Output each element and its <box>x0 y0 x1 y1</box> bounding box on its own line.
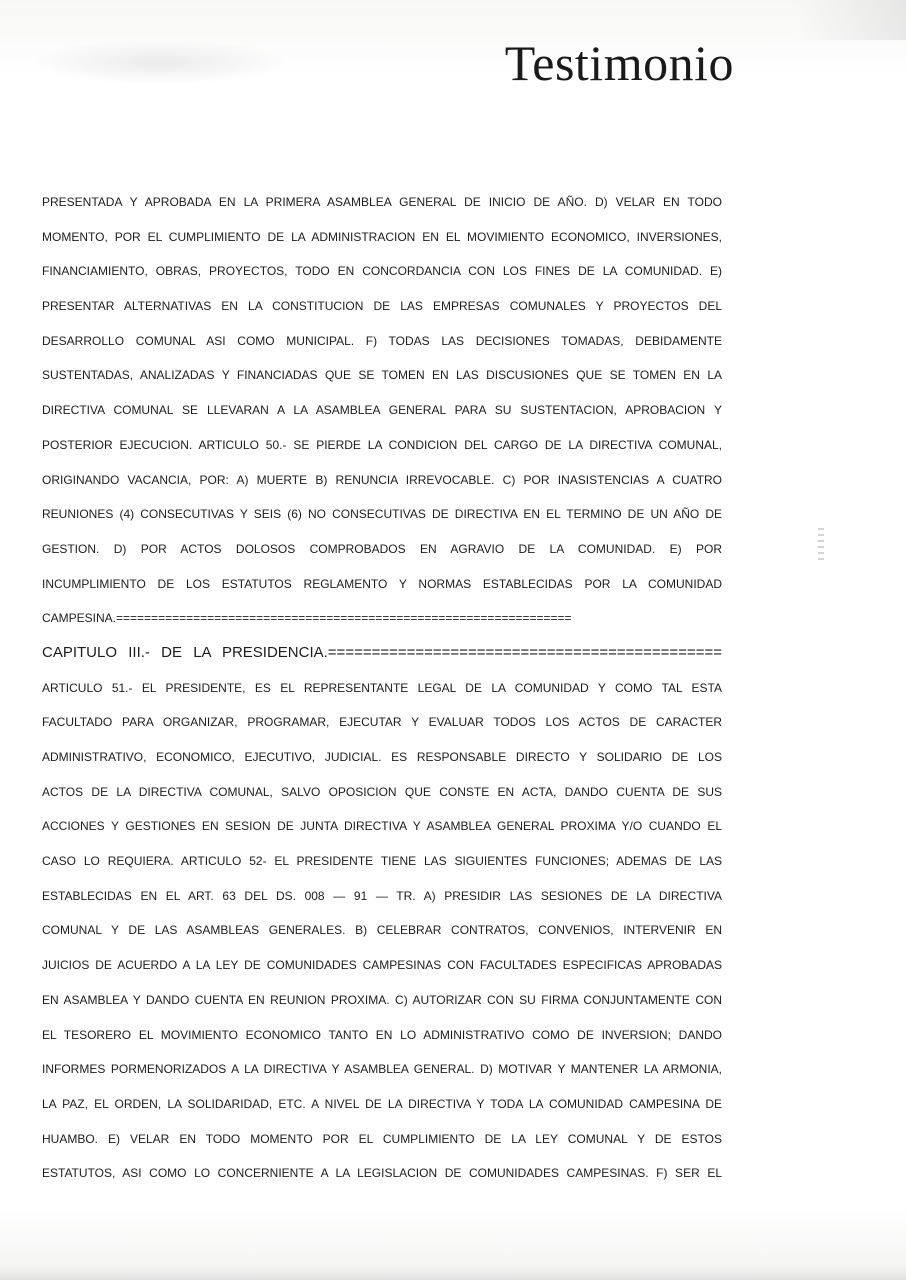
text-line: GESTION. D) POR ACTOS DOLOSOS COMPROBADOS EN AGRAVIO DE LA COMUNIDAD. E) POR <box>42 541 722 556</box>
text-line: LA PAZ, EL ORDEN, LA SOLIDARIDAD, ETC. A NIVEL DE LA DIRECTIVA Y TODA LA COMUNIDAD CAMPESINA DE <box>42 1096 722 1111</box>
text-line: POSTERIOR EJECUCION. ARTICULO 50.- SE PIERDE LA CONDICION DEL CARGO DE LA DIRECTIVA COMUNAL, <box>42 437 722 452</box>
text-line: COMUNAL Y DE LAS ASAMBLEAS GENERALES. B) CELEBRAR CONTRATOS, CONVENIOS, INTERVENIR EN <box>42 923 722 938</box>
text-line: ARTICULO 51.- EL PRESIDENTE, ES EL REPRESENTANTE LEGAL DE LA COMUNIDAD Y COMO TAL ESTA <box>42 680 722 695</box>
scan-edge-shadow <box>0 1266 906 1280</box>
scan-artifact <box>818 528 824 564</box>
scan-smudge <box>30 40 290 85</box>
text-line: MOMENTO, POR EL CUMPLIMIENTO DE LA ADMINISTRACION EN EL MOVIMIENTO ECONOMICO, INVERSIONES, <box>42 229 722 244</box>
scan-edge-shadow <box>796 0 906 40</box>
text-line: ACCIONES Y GESTIONES EN SESION DE JUNTA DIRECTIVA Y ASAMBLEA GENERAL PROXIMA Y/O CUANDO EL <box>42 819 722 834</box>
text-line: JUICIOS DE ACUERDO A LA LEY DE COMUNIDADES CAMPESINAS CON FACULTADES ESPECIFICAS APROBADAS <box>42 958 722 973</box>
text-line: HUAMBO. E) VELAR EN TODO MOMENTO POR EL CUMPLIMIENTO DE LA LEY COMUNAL Y DE ESTOS <box>42 1131 722 1146</box>
text-line: SUSTENTADAS, ANALIZADAS Y FINANCIADAS QUE SE TOMEN EN LAS DISCUSIONES QUE SE TOMEN EN LA <box>42 368 722 383</box>
text-line: INFORMES PORMENORIZADOS A LA DIRECTIVA Y ASAMBLEA GENERAL. D) MOTIVAR Y MANTENER LA ARMONIA, <box>42 1062 722 1077</box>
text-line: ESTABLECIDAS EN EL ART. 63 DEL DS. 008 — 91 — TR. A) PRESIDIR LAS SESIONES DE LA DIRECTIVA <box>42 888 722 903</box>
text-line: ACTOS DE LA DIRECTIVA COMUNAL, SALVO OPOSICION QUE CONSTE EN ACTA, DANDO CUENTA DE SUS <box>42 784 722 799</box>
chapter-heading: CAPITULO III.- DE LA PRESIDENCIA.============================================= <box>42 643 722 661</box>
text-line: ADMINISTRATIVO, ECONOMICO, EJECUTIVO, JUDICIAL. ES RESPONSABLE DIRECTO Y SOLIDARIO DE LOS <box>42 750 722 764</box>
text-line: PRESENTAR ALTERNATIVAS EN LA CONSTITUCION DE LAS EMPRESAS COMUNALES Y PROYECTOS DEL <box>42 299 722 314</box>
text-line: ESTATUTOS, ASI COMO LO CONCERNIENTE A LA LEGISLACION DE COMUNIDADES CAMPESINAS. F) SER EL <box>42 1166 722 1181</box>
text-line: EL TESORERO EL MOVIMIENTO ECONOMICO TANTO EN LO ADMINISTRATIVO COMO DE INVERSION; DANDO <box>42 1027 722 1042</box>
text-line: CASO LO REQUIERA. ARTICULO 52- EL PRESIDENTE TIENE LAS SIGUIENTES FUNCIONES; ADEMAS DE LAS <box>42 854 722 869</box>
text-line: ORIGINANDO VACANCIA, POR: A) MUERTE B) RENUNCIA IRREVOCABLE. C) POR INASISTENCIAS A CUATRO <box>42 472 722 487</box>
text-line: INCUMPLIMIENTO DE LOS ESTATUTOS REGLAMENTO Y NORMAS ESTABLECIDAS POR LA COMUNIDAD <box>42 576 722 591</box>
text-line: FINANCIAMIENTO, OBRAS, PROYECTOS, TODO EN CONCORDANCIA CON LOS FINES DE LA COMUNIDAD. E) <box>42 264 722 279</box>
text-line: EN ASAMBLEA Y DANDO CUENTA EN REUNION PROXIMA. C) AUTORIZAR CON SU FIRMA CONJUNTAMENTE CON <box>42 992 722 1007</box>
text-line: DIRECTIVA COMUNAL SE LLEVARAN A LA ASAMBLEA GENERAL PARA SU SUSTENTACION, APROBACION Y <box>42 403 722 418</box>
text-line: REUNIONES (4) CONSECUTIVAS Y SEIS (6) NO CONSECUTIVAS DE DIRECTIVA EN EL TERMINO DE UN AÑO DE <box>42 507 722 522</box>
text-line: PRESENTADA Y APROBADA EN LA PRIMERA ASAMBLEA GENERAL DE INICIO DE AÑO. D) VELAR EN TODO <box>42 195 722 209</box>
text-line: FACULTADO PARA ORGANIZAR, PROGRAMAR, EJECUTAR Y EVALUAR TODOS LOS ACTOS DE CARACTER <box>42 715 722 730</box>
document-body <box>42 185 722 1191</box>
text-line: DESARROLLO COMUNAL ASI COMO MUNICIPAL. F) TODAS LAS DECISIONES TOMADAS, DEBIDAMENTE <box>42 333 722 348</box>
separator-line: CAMPESINA.================================================================= <box>42 611 572 626</box>
page-title: Testimonio <box>504 35 734 91</box>
